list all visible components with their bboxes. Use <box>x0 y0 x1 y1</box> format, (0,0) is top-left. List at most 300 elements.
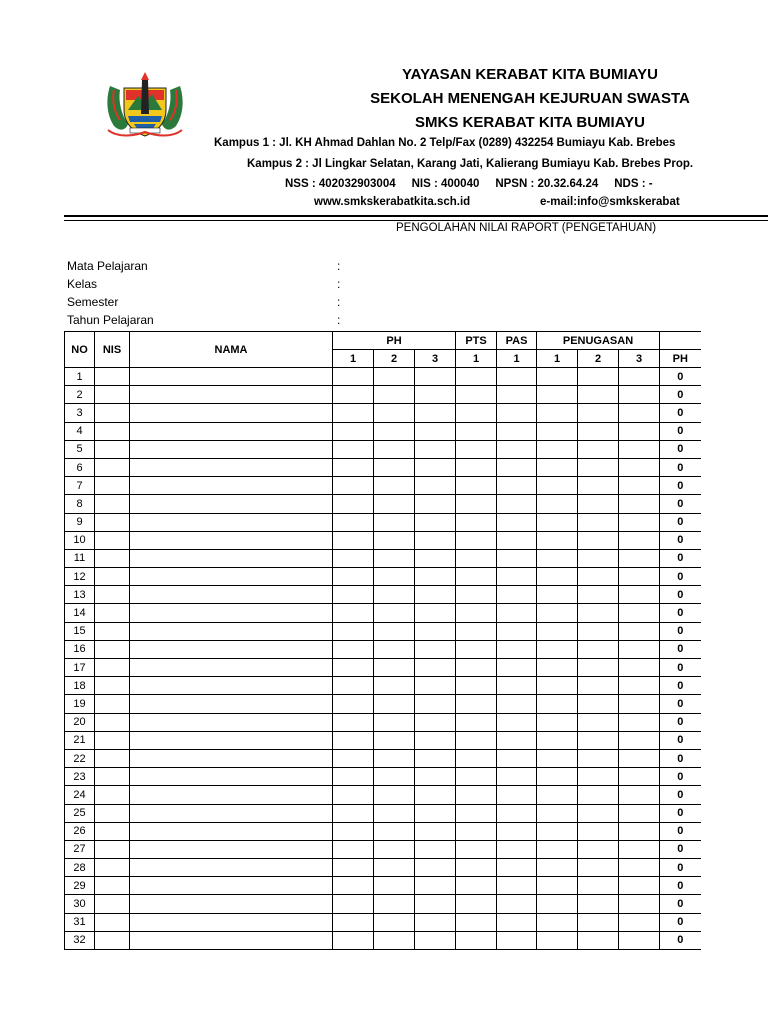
pts-cell[interactable] <box>456 386 497 404</box>
nis-cell[interactable] <box>95 822 130 840</box>
ph-1-cell[interactable] <box>333 422 374 440</box>
ph-1-cell[interactable] <box>333 749 374 767</box>
ph-1-cell[interactable] <box>333 386 374 404</box>
penugasan-2-cell[interactable] <box>578 713 619 731</box>
pts-cell[interactable] <box>456 731 497 749</box>
penugasan-1-cell[interactable] <box>537 440 578 458</box>
nama-cell[interactable] <box>130 822 333 840</box>
ph-3-cell[interactable] <box>415 368 456 386</box>
pas-cell[interactable] <box>497 640 537 658</box>
nis-cell[interactable] <box>95 840 130 858</box>
penugasan-2-cell[interactable] <box>578 386 619 404</box>
penugasan-3-cell[interactable] <box>619 786 660 804</box>
penugasan-1-cell[interactable] <box>537 622 578 640</box>
pas-cell[interactable] <box>497 913 537 931</box>
penugasan-3-cell[interactable] <box>619 513 660 531</box>
nama-cell[interactable] <box>130 877 333 895</box>
penugasan-3-cell[interactable] <box>619 586 660 604</box>
nis-cell[interactable] <box>95 713 130 731</box>
penugasan-3-cell[interactable] <box>619 477 660 495</box>
pas-cell[interactable] <box>497 440 537 458</box>
nis-cell[interactable] <box>95 368 130 386</box>
nama-cell[interactable] <box>130 677 333 695</box>
pas-cell[interactable] <box>497 695 537 713</box>
pas-cell[interactable] <box>497 859 537 877</box>
nama-cell[interactable] <box>130 368 333 386</box>
pas-cell[interactable] <box>497 895 537 913</box>
penugasan-2-cell[interactable] <box>578 458 619 476</box>
nis-cell[interactable] <box>95 404 130 422</box>
pts-cell[interactable] <box>456 749 497 767</box>
pts-cell[interactable] <box>456 368 497 386</box>
penugasan-1-cell[interactable] <box>537 404 578 422</box>
penugasan-3-cell[interactable] <box>619 549 660 567</box>
ph-2-cell[interactable] <box>374 768 415 786</box>
pas-cell[interactable] <box>497 513 537 531</box>
ph-3-cell[interactable] <box>415 386 456 404</box>
ph-2-cell[interactable] <box>374 622 415 640</box>
pts-cell[interactable] <box>456 458 497 476</box>
ph-2-cell[interactable] <box>374 586 415 604</box>
ph-1-cell[interactable] <box>333 840 374 858</box>
penugasan-3-cell[interactable] <box>619 458 660 476</box>
penugasan-3-cell[interactable] <box>619 604 660 622</box>
penugasan-3-cell[interactable] <box>619 877 660 895</box>
penugasan-3-cell[interactable] <box>619 531 660 549</box>
nama-cell[interactable] <box>130 513 333 531</box>
nis-cell[interactable] <box>95 859 130 877</box>
ph-1-cell[interactable] <box>333 495 374 513</box>
penugasan-2-cell[interactable] <box>578 804 619 822</box>
ph-2-cell[interactable] <box>374 659 415 677</box>
penugasan-1-cell[interactable] <box>537 749 578 767</box>
pts-cell[interactable] <box>456 931 497 949</box>
pas-cell[interactable] <box>497 731 537 749</box>
nama-cell[interactable] <box>130 895 333 913</box>
ph-3-cell[interactable] <box>415 477 456 495</box>
nama-cell[interactable] <box>130 695 333 713</box>
ph-3-cell[interactable] <box>415 731 456 749</box>
penugasan-3-cell[interactable] <box>619 731 660 749</box>
nis-cell[interactable] <box>95 477 130 495</box>
penugasan-2-cell[interactable] <box>578 659 619 677</box>
penugasan-2-cell[interactable] <box>578 640 619 658</box>
nis-cell[interactable] <box>95 386 130 404</box>
nis-cell[interactable] <box>95 731 130 749</box>
penugasan-1-cell[interactable] <box>537 495 578 513</box>
pas-cell[interactable] <box>497 768 537 786</box>
penugasan-1-cell[interactable] <box>537 368 578 386</box>
ph-3-cell[interactable] <box>415 768 456 786</box>
pts-cell[interactable] <box>456 477 497 495</box>
pts-cell[interactable] <box>456 877 497 895</box>
ph-3-cell[interactable] <box>415 458 456 476</box>
ph-1-cell[interactable] <box>333 713 374 731</box>
ph-3-cell[interactable] <box>415 749 456 767</box>
ph-3-cell[interactable] <box>415 822 456 840</box>
nama-cell[interactable] <box>130 804 333 822</box>
ph-2-cell[interactable] <box>374 495 415 513</box>
penugasan-3-cell[interactable] <box>619 859 660 877</box>
penugasan-2-cell[interactable] <box>578 495 619 513</box>
nis-cell[interactable] <box>95 640 130 658</box>
pas-cell[interactable] <box>497 604 537 622</box>
nama-cell[interactable] <box>130 786 333 804</box>
ph-3-cell[interactable] <box>415 604 456 622</box>
pts-cell[interactable] <box>456 622 497 640</box>
ph-1-cell[interactable] <box>333 659 374 677</box>
ph-2-cell[interactable] <box>374 531 415 549</box>
nis-cell[interactable] <box>95 604 130 622</box>
ph-2-cell[interactable] <box>374 404 415 422</box>
penugasan-2-cell[interactable] <box>578 731 619 749</box>
nama-cell[interactable] <box>130 768 333 786</box>
ph-2-cell[interactable] <box>374 822 415 840</box>
penugasan-3-cell[interactable] <box>619 749 660 767</box>
ph-3-cell[interactable] <box>415 877 456 895</box>
nama-cell[interactable] <box>130 604 333 622</box>
pas-cell[interactable] <box>497 749 537 767</box>
penugasan-1-cell[interactable] <box>537 786 578 804</box>
penugasan-1-cell[interactable] <box>537 895 578 913</box>
penugasan-1-cell[interactable] <box>537 931 578 949</box>
ph-3-cell[interactable] <box>415 913 456 931</box>
ph-2-cell[interactable] <box>374 840 415 858</box>
ph-2-cell[interactable] <box>374 604 415 622</box>
ph-2-cell[interactable] <box>374 368 415 386</box>
nis-cell[interactable] <box>95 804 130 822</box>
ph-1-cell[interactable] <box>333 477 374 495</box>
ph-1-cell[interactable] <box>333 877 374 895</box>
ph-1-cell[interactable] <box>333 404 374 422</box>
penugasan-1-cell[interactable] <box>537 477 578 495</box>
ph-3-cell[interactable] <box>415 859 456 877</box>
penugasan-3-cell[interactable] <box>619 713 660 731</box>
penugasan-3-cell[interactable] <box>619 368 660 386</box>
penugasan-2-cell[interactable] <box>578 586 619 604</box>
penugasan-3-cell[interactable] <box>619 913 660 931</box>
penugasan-1-cell[interactable] <box>537 568 578 586</box>
pas-cell[interactable] <box>497 931 537 949</box>
penugasan-2-cell[interactable] <box>578 822 619 840</box>
pts-cell[interactable] <box>456 640 497 658</box>
ph-2-cell[interactable] <box>374 859 415 877</box>
nama-cell[interactable] <box>130 568 333 586</box>
ph-2-cell[interactable] <box>374 731 415 749</box>
penugasan-3-cell[interactable] <box>619 568 660 586</box>
nis-cell[interactable] <box>95 931 130 949</box>
penugasan-3-cell[interactable] <box>619 840 660 858</box>
ph-2-cell[interactable] <box>374 568 415 586</box>
penugasan-3-cell[interactable] <box>619 895 660 913</box>
penugasan-1-cell[interactable] <box>537 677 578 695</box>
pts-cell[interactable] <box>456 895 497 913</box>
pts-cell[interactable] <box>456 768 497 786</box>
ph-1-cell[interactable] <box>333 368 374 386</box>
pas-cell[interactable] <box>497 568 537 586</box>
penugasan-2-cell[interactable] <box>578 368 619 386</box>
penugasan-2-cell[interactable] <box>578 877 619 895</box>
penugasan-2-cell[interactable] <box>578 895 619 913</box>
pas-cell[interactable] <box>497 531 537 549</box>
penugasan-1-cell[interactable] <box>537 513 578 531</box>
pts-cell[interactable] <box>456 659 497 677</box>
ph-2-cell[interactable] <box>374 513 415 531</box>
pts-cell[interactable] <box>456 804 497 822</box>
penugasan-1-cell[interactable] <box>537 604 578 622</box>
penugasan-1-cell[interactable] <box>537 768 578 786</box>
ph-2-cell[interactable] <box>374 549 415 567</box>
ph-2-cell[interactable] <box>374 786 415 804</box>
ph-3-cell[interactable] <box>415 440 456 458</box>
pas-cell[interactable] <box>497 786 537 804</box>
penugasan-2-cell[interactable] <box>578 513 619 531</box>
penugasan-3-cell[interactable] <box>619 404 660 422</box>
ph-2-cell[interactable] <box>374 749 415 767</box>
nis-cell[interactable] <box>95 622 130 640</box>
ph-3-cell[interactable] <box>415 622 456 640</box>
nama-cell[interactable] <box>130 859 333 877</box>
nama-cell[interactable] <box>130 713 333 731</box>
nis-cell[interactable] <box>95 549 130 567</box>
ph-3-cell[interactable] <box>415 531 456 549</box>
nis-cell[interactable] <box>95 422 130 440</box>
nis-cell[interactable] <box>95 568 130 586</box>
pts-cell[interactable] <box>456 840 497 858</box>
penugasan-3-cell[interactable] <box>619 386 660 404</box>
pts-cell[interactable] <box>456 404 497 422</box>
nama-cell[interactable] <box>130 404 333 422</box>
nama-cell[interactable] <box>130 913 333 931</box>
penugasan-2-cell[interactable] <box>578 931 619 949</box>
nama-cell[interactable] <box>130 440 333 458</box>
nama-cell[interactable] <box>130 931 333 949</box>
penugasan-2-cell[interactable] <box>578 840 619 858</box>
nama-cell[interactable] <box>130 749 333 767</box>
nis-cell[interactable] <box>95 913 130 931</box>
penugasan-2-cell[interactable] <box>578 768 619 786</box>
penugasan-3-cell[interactable] <box>619 440 660 458</box>
pts-cell[interactable] <box>456 822 497 840</box>
ph-3-cell[interactable] <box>415 404 456 422</box>
ph-1-cell[interactable] <box>333 731 374 749</box>
nis-cell[interactable] <box>95 458 130 476</box>
penugasan-1-cell[interactable] <box>537 422 578 440</box>
penugasan-1-cell[interactable] <box>537 859 578 877</box>
ph-2-cell[interactable] <box>374 422 415 440</box>
pas-cell[interactable] <box>497 840 537 858</box>
ph-3-cell[interactable] <box>415 713 456 731</box>
nis-cell[interactable] <box>95 586 130 604</box>
ph-1-cell[interactable] <box>333 913 374 931</box>
pts-cell[interactable] <box>456 586 497 604</box>
penugasan-3-cell[interactable] <box>619 495 660 513</box>
nis-cell[interactable] <box>95 695 130 713</box>
nis-cell[interactable] <box>95 877 130 895</box>
ph-1-cell[interactable] <box>333 513 374 531</box>
penugasan-3-cell[interactable] <box>619 622 660 640</box>
penugasan-1-cell[interactable] <box>537 913 578 931</box>
penugasan-2-cell[interactable] <box>578 859 619 877</box>
pas-cell[interactable] <box>497 713 537 731</box>
ph-3-cell[interactable] <box>415 549 456 567</box>
penugasan-2-cell[interactable] <box>578 477 619 495</box>
nama-cell[interactable] <box>130 840 333 858</box>
pas-cell[interactable] <box>497 659 537 677</box>
nama-cell[interactable] <box>130 477 333 495</box>
penugasan-2-cell[interactable] <box>578 604 619 622</box>
penugasan-1-cell[interactable] <box>537 386 578 404</box>
penugasan-2-cell[interactable] <box>578 440 619 458</box>
pas-cell[interactable] <box>497 586 537 604</box>
penugasan-1-cell[interactable] <box>537 822 578 840</box>
penugasan-1-cell[interactable] <box>537 713 578 731</box>
ph-3-cell[interactable] <box>415 422 456 440</box>
nis-cell[interactable] <box>95 895 130 913</box>
ph-2-cell[interactable] <box>374 895 415 913</box>
nis-cell[interactable] <box>95 786 130 804</box>
pts-cell[interactable] <box>456 531 497 549</box>
pas-cell[interactable] <box>497 549 537 567</box>
ph-1-cell[interactable] <box>333 822 374 840</box>
penugasan-1-cell[interactable] <box>537 804 578 822</box>
penugasan-2-cell[interactable] <box>578 695 619 713</box>
ph-3-cell[interactable] <box>415 840 456 858</box>
penugasan-3-cell[interactable] <box>619 659 660 677</box>
ph-3-cell[interactable] <box>415 586 456 604</box>
ph-2-cell[interactable] <box>374 440 415 458</box>
ph-3-cell[interactable] <box>415 659 456 677</box>
nama-cell[interactable] <box>130 458 333 476</box>
pas-cell[interactable] <box>497 422 537 440</box>
ph-3-cell[interactable] <box>415 568 456 586</box>
pts-cell[interactable] <box>456 495 497 513</box>
ph-1-cell[interactable] <box>333 549 374 567</box>
ph-1-cell[interactable] <box>333 586 374 604</box>
ph-3-cell[interactable] <box>415 804 456 822</box>
penugasan-1-cell[interactable] <box>537 531 578 549</box>
nama-cell[interactable] <box>130 495 333 513</box>
ph-1-cell[interactable] <box>333 895 374 913</box>
penugasan-2-cell[interactable] <box>578 622 619 640</box>
penugasan-2-cell[interactable] <box>578 549 619 567</box>
nama-cell[interactable] <box>130 659 333 677</box>
ph-2-cell[interactable] <box>374 677 415 695</box>
ph-3-cell[interactable] <box>415 640 456 658</box>
nama-cell[interactable] <box>130 549 333 567</box>
ph-1-cell[interactable] <box>333 622 374 640</box>
penugasan-3-cell[interactable] <box>619 695 660 713</box>
pas-cell[interactable] <box>497 368 537 386</box>
nis-cell[interactable] <box>95 531 130 549</box>
ph-1-cell[interactable] <box>333 768 374 786</box>
penugasan-1-cell[interactable] <box>537 840 578 858</box>
nama-cell[interactable] <box>130 386 333 404</box>
penugasan-2-cell[interactable] <box>578 422 619 440</box>
pts-cell[interactable] <box>456 440 497 458</box>
penugasan-2-cell[interactable] <box>578 913 619 931</box>
nis-cell[interactable] <box>95 659 130 677</box>
ph-2-cell[interactable] <box>374 640 415 658</box>
penugasan-3-cell[interactable] <box>619 640 660 658</box>
penugasan-1-cell[interactable] <box>537 640 578 658</box>
penugasan-1-cell[interactable] <box>537 731 578 749</box>
penugasan-3-cell[interactable] <box>619 822 660 840</box>
ph-1-cell[interactable] <box>333 640 374 658</box>
penugasan-1-cell[interactable] <box>537 458 578 476</box>
nama-cell[interactable] <box>130 586 333 604</box>
ph-3-cell[interactable] <box>415 495 456 513</box>
penugasan-3-cell[interactable] <box>619 804 660 822</box>
penugasan-1-cell[interactable] <box>537 586 578 604</box>
ph-3-cell[interactable] <box>415 895 456 913</box>
pts-cell[interactable] <box>456 604 497 622</box>
penugasan-1-cell[interactable] <box>537 549 578 567</box>
pts-cell[interactable] <box>456 695 497 713</box>
pas-cell[interactable] <box>497 477 537 495</box>
nis-cell[interactable] <box>95 768 130 786</box>
pts-cell[interactable] <box>456 568 497 586</box>
penugasan-2-cell[interactable] <box>578 677 619 695</box>
penugasan-3-cell[interactable] <box>619 931 660 949</box>
pas-cell[interactable] <box>497 404 537 422</box>
pas-cell[interactable] <box>497 677 537 695</box>
ph-3-cell[interactable] <box>415 931 456 949</box>
ph-1-cell[interactable] <box>333 859 374 877</box>
ph-2-cell[interactable] <box>374 931 415 949</box>
ph-2-cell[interactable] <box>374 695 415 713</box>
ph-1-cell[interactable] <box>333 786 374 804</box>
ph-1-cell[interactable] <box>333 931 374 949</box>
ph-1-cell[interactable] <box>333 458 374 476</box>
nis-cell[interactable] <box>95 749 130 767</box>
ph-3-cell[interactable] <box>415 695 456 713</box>
ph-3-cell[interactable] <box>415 677 456 695</box>
pts-cell[interactable] <box>456 677 497 695</box>
pas-cell[interactable] <box>497 386 537 404</box>
ph-1-cell[interactable] <box>333 677 374 695</box>
nama-cell[interactable] <box>130 531 333 549</box>
penugasan-3-cell[interactable] <box>619 422 660 440</box>
pts-cell[interactable] <box>456 913 497 931</box>
penugasan-2-cell[interactable] <box>578 531 619 549</box>
penugasan-2-cell[interactable] <box>578 404 619 422</box>
ph-2-cell[interactable] <box>374 804 415 822</box>
penugasan-2-cell[interactable] <box>578 786 619 804</box>
ph-3-cell[interactable] <box>415 513 456 531</box>
ph-2-cell[interactable] <box>374 713 415 731</box>
pas-cell[interactable] <box>497 822 537 840</box>
ph-3-cell[interactable] <box>415 786 456 804</box>
nis-cell[interactable] <box>95 495 130 513</box>
nis-cell[interactable] <box>95 440 130 458</box>
penugasan-1-cell[interactable] <box>537 695 578 713</box>
pts-cell[interactable] <box>456 513 497 531</box>
pas-cell[interactable] <box>497 458 537 476</box>
nama-cell[interactable] <box>130 622 333 640</box>
nama-cell[interactable] <box>130 731 333 749</box>
nis-cell[interactable] <box>95 677 130 695</box>
penugasan-2-cell[interactable] <box>578 749 619 767</box>
nis-cell[interactable] <box>95 513 130 531</box>
pts-cell[interactable] <box>456 549 497 567</box>
ph-1-cell[interactable] <box>333 531 374 549</box>
pts-cell[interactable] <box>456 422 497 440</box>
penugasan-3-cell[interactable] <box>619 677 660 695</box>
ph-2-cell[interactable] <box>374 458 415 476</box>
ph-1-cell[interactable] <box>333 695 374 713</box>
penugasan-1-cell[interactable] <box>537 877 578 895</box>
